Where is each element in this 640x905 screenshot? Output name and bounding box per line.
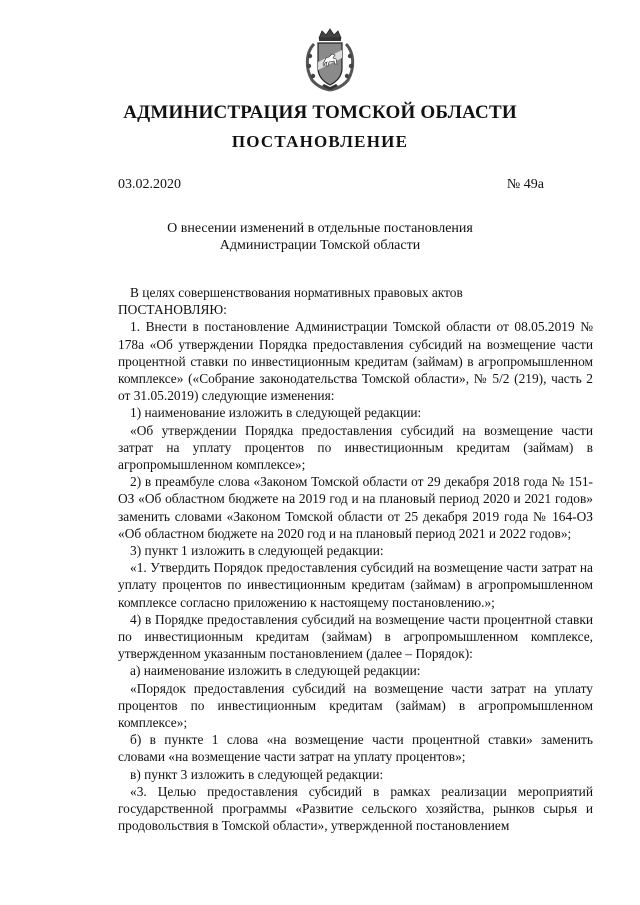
subject-line: Администрации Томской области [219,238,421,253]
clause-paragraph: 4) в Порядке предоставления субсидий на возмещение части процентной ставки по инвестиционным кредитам (займам) в агропромышленном комплексе, утвержденном указанным постановлением (далее – Порядок): [118,611,593,662]
document-number: № 49а [506,177,544,192]
agency-name: АДМИНИСТРАЦИЯ ТОМСКОЙ ОБЛАСТИ [123,102,517,123]
document-subject [0,220,640,254]
clause-paragraph: «Об утверждении Порядка предоставления субсидий на возмещение части затрат на уплату процентов по инвестиционным кредитам (займам) в агропромышленном комплексе»; [118,422,593,473]
preamble-paragraph: В целях совершенствования нормативных правовых актов [130,285,463,300]
clause-paragraph: 1. Внести в постановление Администрации Томской области от 08.05.2019 № 178а «Об утверждении Порядка предоставления субсидий на возмещение части процентной ставки по инвестиционным кредитам (займам) в агропромышленном комплексе» («Собрание законодательства Томской области», № 5/2 (219), часть 2 от 31.05.2019) следующие изменения: [118,319,593,404]
clause-paragraph: в) пункт 3 изложить в следующей редакции: [130,766,384,782]
document-body [118,284,593,835]
clause-paragraph: а) наименование изложить в следующей редакции: [130,663,421,679]
clause-paragraph: 1) наименование изложить в следующей редакции: [130,405,422,421]
clause-paragraph: 2) в преамбуле слова «Законом Томской области от 29 декабря 2018 года № 151-ОЗ «Об областном бюджете на 2019 год и на плановый период 2020 и 2021 годов» заменить словами «Законом Томской области от 25 декабря 2019 года № 164-ОЗ «Об областном бюджете на 2020 год и на плановый период 2021 и 2022 годов»; [118,474,593,541]
clause-paragraph: «3. Целью предоставления субсидий в рамках реализации мероприятий государственной программы «Развитие сельского хозяйства, рынков сырья и продовольствия в Томской области», утвержденной постановлением [118,783,593,834]
clause-paragraph: б) в пункте 1 слова «на возмещение части процентной ставки» заменить словами «на возмещение части затрат на уплату процентов»; [118,732,593,765]
resolution-heading: ПОСТАНОВЛЯЮ: [118,302,227,318]
coat-of-arms-icon [302,28,358,92]
clause-paragraph: «Порядок предоставления субсидий на возмещение части затрат на уплату процентов по инвестиционным кредитам (займам) в агропромышленном комплексе»; [118,680,593,731]
clause-paragraph: 3) пункт 1 изложить в следующей редакции: [130,543,384,559]
document-date: 03.02.2020 [118,177,181,192]
subject-line: О внесении изменений в отдельные постановления [167,221,473,236]
clause-paragraph: «1. Утвердить Порядок предоставления субсидий на возмещение части затрат на уплату процентов по инвестиционным кредитам (займам) в агропромышленном комплексе согласно приложению к настоящему постановлению.»; [118,560,593,610]
document-type: ПОСТАНОВЛЕНИЕ [231,132,409,151]
